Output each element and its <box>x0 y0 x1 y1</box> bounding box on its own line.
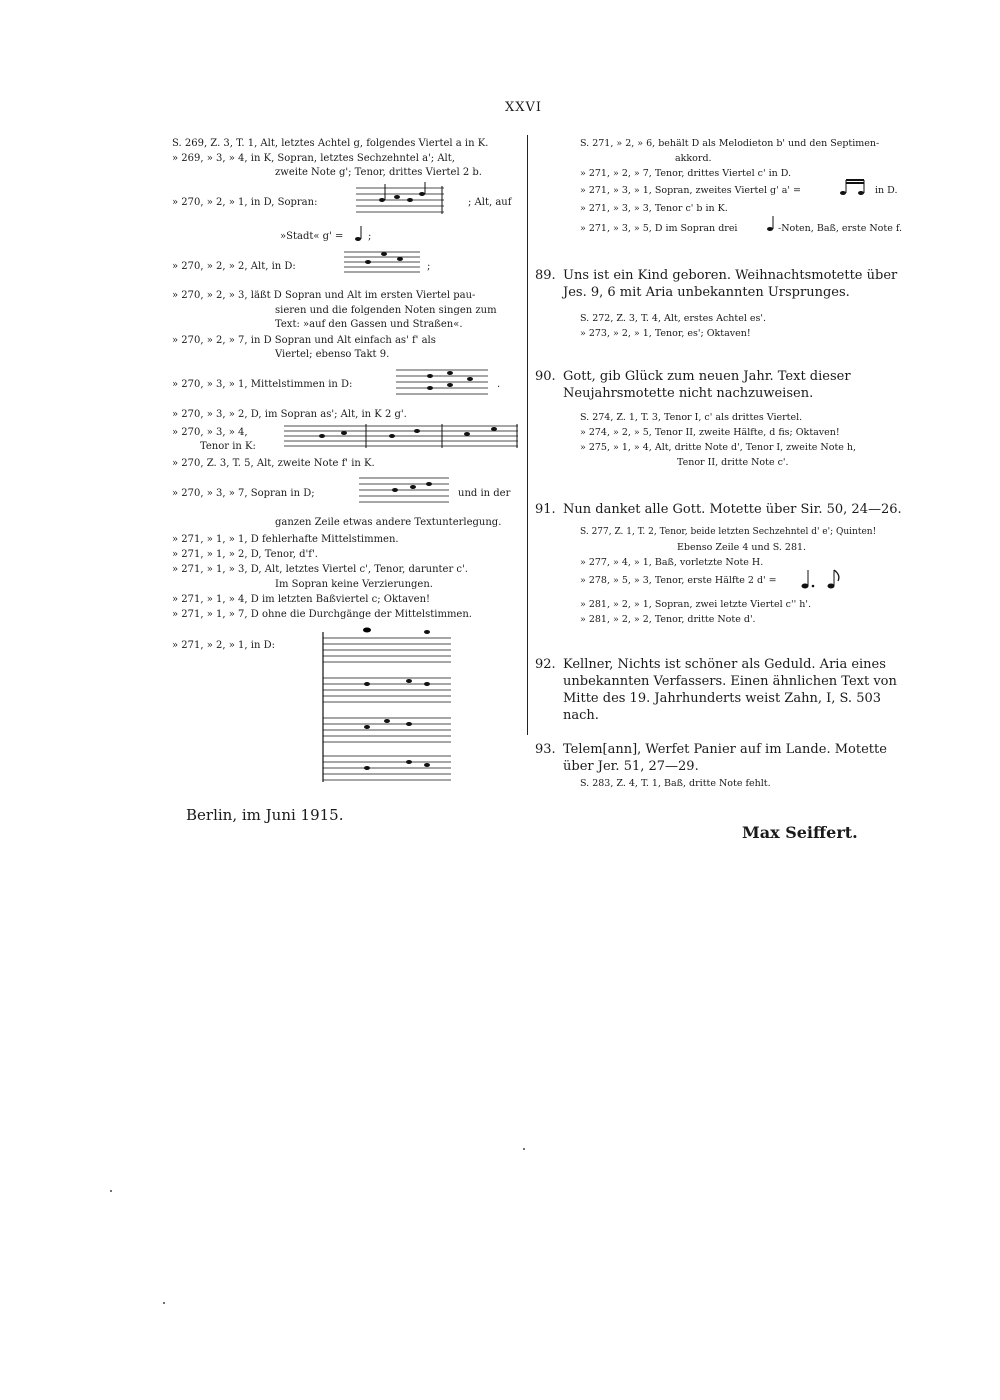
music-excerpt <box>355 470 453 506</box>
entry-number: 91. <box>535 502 556 517</box>
scan-speck <box>523 1148 525 1150</box>
text-line: » 271, » 1, » 7, D ohne die Durchgänge der Mittelstimmen. <box>172 609 472 620</box>
text-line: und in der <box>458 488 511 499</box>
entry-number: 90. <box>535 369 556 384</box>
entry-note: » 277, » 4, » 1, Baß, vorletzte Note H. <box>580 557 764 568</box>
text-line: S. 269, Z. 3, T. 1, Alt, letztes Achtel g, folgendes Viertel a in K. <box>172 138 489 149</box>
text-line: » 271, » 3, » 5, D im Sopran drei <box>580 223 738 234</box>
text-line: S. 271, » 2, » 6, behält D als Melodieton b' und den Septimen- <box>580 138 880 149</box>
page-number: XXVI <box>505 100 543 115</box>
text-line: ; <box>427 261 431 272</box>
entry-note: » 275, » 1, » 4, Alt, dritte Note d', Tenor I, zweite Note h, <box>580 442 857 453</box>
text-line: »Stadt« g' = <box>280 231 344 242</box>
text-line: » 271, » 1, » 1, D fehlerhafte Mittelstimmen. <box>172 534 399 545</box>
entry-title: Nun danket alle Gott. Motette über Sir. 50, 24—26. <box>563 502 902 517</box>
entry-note: » 278, » 5, » 3, Tenor, erste Hälfte 2 d' = <box>580 575 777 586</box>
note-glyph <box>835 176 875 198</box>
text-line: » 270, » 2, » 7, in D Sopran und Alt einfach as' f' als <box>172 335 436 346</box>
column-divider <box>527 135 528 735</box>
text-line: zweite Note g'; Tenor, drittes Viertel 2 b. <box>275 167 482 178</box>
text-line: » 271, » 3, » 1, Sopran, zweites Viertel g' a' = <box>580 185 802 196</box>
text-line: Viertel; ebenso Takt 9. <box>275 349 390 360</box>
text-line: » 270, » 3, » 7, Sopran in D; <box>172 488 315 499</box>
entry-note: » 274, » 2, » 5, Tenor II, zweite Hälfte, d fis; Oktaven! <box>580 427 840 438</box>
entry-note: Ebenso Zeile 4 und S. 281. <box>677 542 807 553</box>
place-date: Berlin, im Juni 1915. <box>186 806 344 824</box>
entry-note: S. 274, Z. 1, T. 3, Tenor I, c' als drittes Viertel. <box>580 412 803 423</box>
text-line: » 270, » 3, » 2, D, im Sopran as'; Alt, in K 2 g'. <box>172 409 407 420</box>
text-line: » 270, » 3, » 1, Mittelstimmen in D: <box>172 379 353 390</box>
text-line: -Noten, Baß, erste Note f. <box>778 223 903 234</box>
music-excerpt <box>340 246 424 276</box>
scan-speck <box>110 1190 112 1192</box>
note-glyph <box>765 214 779 234</box>
text-line: akkord. <box>675 153 712 164</box>
entry-91 <box>535 501 920 521</box>
entry-note: S. 277, Z. 1, T. 2, Tenor, beide letzten Sechzehntel d' e'; Quinten! <box>580 527 877 537</box>
text-line: Tenor in K: <box>200 441 256 452</box>
entry-number: 89. <box>535 268 556 283</box>
text-line: . <box>497 379 501 390</box>
text-line: » 269, » 3, » 4, in K, Sopran, letztes Sechzehntel a'; Alt, <box>172 153 455 164</box>
text-line: ; <box>368 231 372 242</box>
entry-title: Uns ist ein Kind geboren. Weihnachtsmotette über Jes. 9, 6 mit Aria unbekannten Ursprunges. <box>563 268 898 300</box>
text-line: » 270, » 3, » 4, <box>172 427 248 438</box>
scan-speck <box>163 1302 165 1304</box>
text-line: ganzen Zeile etwas andere Textunterlegung. <box>275 517 502 528</box>
entry-title: Telem[ann], Werfet Panier auf im Lande. Motette über Jer. 51, 27—29. <box>563 742 887 774</box>
entry-note: » 273, » 2, » 1, Tenor, es'; Oktaven! <box>580 328 751 339</box>
entry-note: » 281, » 2, » 1, Sopran, zwei letzte Viertel c'' h'. <box>580 599 811 610</box>
author-signature: Max Seiffert. <box>742 823 858 842</box>
music-excerpt <box>282 422 520 452</box>
entry-note: S. 283, Z. 4, T. 1, Baß, dritte Note fehlt. <box>580 778 771 789</box>
music-excerpt <box>394 362 494 398</box>
entry-number: 93. <box>535 742 556 757</box>
text-line: Im Sopran keine Verzierungen. <box>275 579 433 590</box>
entry-93 <box>535 741 920 781</box>
note-glyph <box>797 566 849 592</box>
entry-note: Tenor II, dritte Note c'. <box>677 457 789 468</box>
text-line: » 270, » 2, » 1, in D, Sopran: <box>172 197 318 208</box>
text-line: » 270, » 2, » 3, läßt D Sopran und Alt im ersten Viertel pau- <box>172 290 476 301</box>
text-line: » 271, » 1, » 4, D im letzten Baßviertel c; Oktaven! <box>172 594 431 605</box>
entry-note: » 281, » 2, » 2, Tenor, dritte Note d'. <box>580 614 756 625</box>
text-line: » 270, » 2, » 2, Alt, in D: <box>172 261 296 272</box>
text-line: » 271, » 1, » 3, D, Alt, letztes Viertel c', Tenor, darunter c'. <box>172 564 468 575</box>
text-line: » 270, Z. 3, T. 5, Alt, zweite Note f' in K. <box>172 458 375 469</box>
text-line: Text: »auf den Gassen und Straßen«. <box>275 319 463 330</box>
entry-89 <box>535 267 920 307</box>
entry-90 <box>535 368 920 408</box>
text-line: » 271, » 2, » 7, Tenor, drittes Viertel c' in D. <box>580 168 792 179</box>
music-score-four-staves <box>317 622 457 787</box>
text-line: in D. <box>875 185 898 196</box>
entry-note: S. 272, Z. 3, T. 4, Alt, erstes Achtel es'. <box>580 313 767 324</box>
entry-title: Kellner, Nichts ist schöner als Geduld. Aria eines unbekannten Verfassers. Einen ähnlichen Text von Mitte des 19. Jahrhunderts weist Zahn, I, S. 503 nach. <box>563 657 897 723</box>
text-line: » 271, » 2, » 1, in D: <box>172 640 275 651</box>
text-line: sieren und die folgenden Noten singen zum <box>275 305 497 316</box>
entry-number: 92. <box>535 657 556 672</box>
entry-title: Gott, gib Glück zum neuen Jahr. Text dieser Neujahrsmotette nicht nachzuweisen. <box>563 369 851 401</box>
text-line: » 271, » 1, » 2, D, Tenor, d'f'. <box>172 549 318 560</box>
text-line: ; Alt, auf <box>468 197 512 208</box>
text-line: » 271, » 3, » 3, Tenor c' b in K. <box>580 203 728 214</box>
entry-92 <box>535 656 920 723</box>
music-excerpt <box>352 180 448 220</box>
note-glyph <box>352 224 368 244</box>
